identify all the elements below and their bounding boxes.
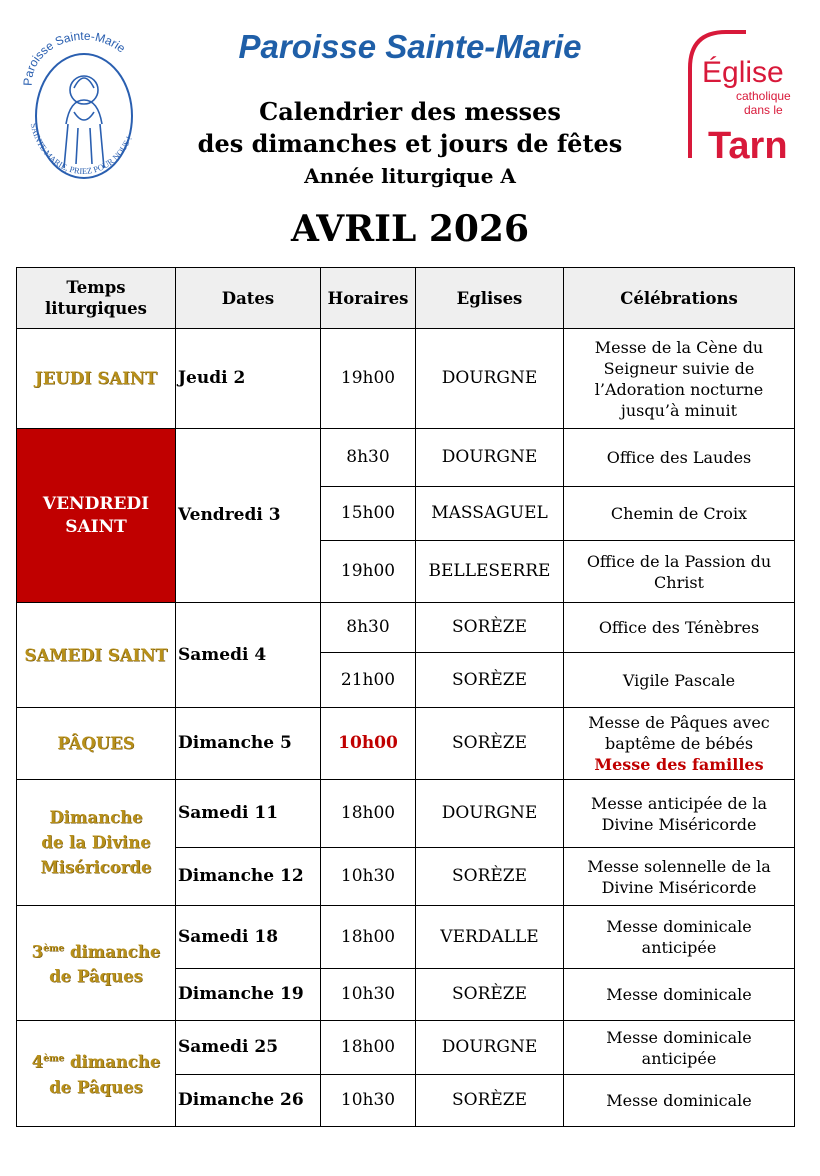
liturgical-time-cell: JEUDI SAINT <box>17 329 176 429</box>
time-cell: 10h00 <box>321 708 416 780</box>
church-cell: MASSAGUEL <box>416 487 564 541</box>
celebration-cell: Messe de la Cène du Seigneur suivie de l’Adoration nocturne jusqu’à minuit <box>564 329 795 429</box>
time-cell: 19h00 <box>321 329 416 429</box>
date-cell: Vendredi 3 <box>176 429 321 603</box>
calendar-subtitle <box>150 96 670 160</box>
time-cell: 21h00 <box>321 653 416 708</box>
mass-schedule-table <box>16 267 795 1127</box>
table-row <box>17 603 795 653</box>
liturgical-time-cell: VENDREDI SAINT <box>17 429 176 603</box>
date-cell: Dimanche 19 <box>176 969 321 1021</box>
date-cell: Samedi 11 <box>176 780 321 848</box>
time-cell: 18h00 <box>321 1021 416 1075</box>
church-cell: SORÈZE <box>416 969 564 1021</box>
church-cell: DOURGNE <box>416 1021 564 1075</box>
table-row <box>17 429 795 487</box>
date-cell: Samedi 18 <box>176 906 321 969</box>
liturgical-time-cell: Dimanche de la Divine Miséricorde <box>17 780 176 906</box>
parish-title: Paroisse Sainte-Marie <box>238 28 582 65</box>
time-cell: 18h00 <box>321 780 416 848</box>
liturgical-time-cell: 4ème dimanche de Pâques <box>17 1021 176 1127</box>
logo-dansle-text: dans le <box>744 103 783 117</box>
celebration-cell: Messe de Pâques avec baptême de bébés Messe des familles <box>564 708 795 780</box>
header-horaires: Horaires <box>321 268 416 329</box>
logo-top-text: Paroisse Sainte-Marie <box>20 28 129 87</box>
date-cell: Dimanche 12 <box>176 848 321 906</box>
celebration-cell: Messe dominicale <box>564 969 795 1021</box>
church-cell: DOURGNE <box>416 780 564 848</box>
time-cell: 10h30 <box>321 848 416 906</box>
celebration-cell: Vigile Pascale <box>564 653 795 708</box>
church-cell: SORÈZE <box>416 653 564 708</box>
time-cell: 8h30 <box>321 603 416 653</box>
parish-logo <box>18 28 146 190</box>
header-temps: Temps liturgiques <box>17 268 176 329</box>
logo-tarn-text: Tarn <box>708 125 788 160</box>
celebration-cell: Office de la Passion du Christ <box>564 541 795 603</box>
celebration-cell: Messe dominicale anticipée <box>564 1021 795 1075</box>
time-cell: 18h00 <box>321 906 416 969</box>
time-cell: 10h30 <box>321 969 416 1021</box>
logo-eglise-text: Église <box>702 56 784 89</box>
svg-text:SAINTE MARIE, PRIEZ POUR NOUS <box>29 122 134 176</box>
time-cell: 10h30 <box>321 1075 416 1127</box>
month-title: AVRIL 2026 <box>290 208 530 250</box>
table-header-row <box>17 268 795 329</box>
table-row <box>17 708 795 780</box>
time-cell: 19h00 <box>321 541 416 603</box>
celebration-cell: Messe solennelle de la Divine Miséricorde <box>564 848 795 906</box>
church-cell: BELLESERRE <box>416 541 564 603</box>
liturgical-year: Année liturgique A <box>304 164 516 188</box>
header-eglises: Eglises <box>416 268 564 329</box>
table-row <box>17 906 795 969</box>
celebration-cell: Office des Ténèbres <box>564 603 795 653</box>
subtitle-line1: Calendrier des messes <box>259 97 561 126</box>
date-cell: Jeudi 2 <box>176 329 321 429</box>
time-cell: 8h30 <box>321 429 416 487</box>
celebration-cell: Office des Laudes <box>564 429 795 487</box>
celebration-cell: Messe dominicale anticipée <box>564 906 795 969</box>
time-cell: 15h00 <box>321 487 416 541</box>
highlight-text: Messe des familles <box>594 755 764 774</box>
table-row <box>17 780 795 848</box>
liturgical-time-cell: PÂQUES <box>17 708 176 780</box>
table-row <box>17 329 795 429</box>
church-cell: SORÈZE <box>416 848 564 906</box>
logo-bottom-text: SAINTE MARIE, PRIEZ POUR NOUS ! <box>28 122 134 176</box>
celebration-cell: Chemin de Croix <box>564 487 795 541</box>
subtitle-line2: des dimanches et jours de fêtes <box>197 129 623 158</box>
diocese-logo <box>686 28 798 160</box>
header-celebrations: Célébrations <box>564 268 795 329</box>
date-cell: Samedi 4 <box>176 603 321 708</box>
church-cell: SORÈZE <box>416 603 564 653</box>
date-cell: Dimanche 5 <box>176 708 321 780</box>
church-cell: DOURGNE <box>416 329 564 429</box>
church-cell: DOURGNE <box>416 429 564 487</box>
celebration-cell: Messe dominicale <box>564 1075 795 1127</box>
svg-text:Paroisse Sainte-Marie <box>21 29 129 86</box>
logo-catholique-text: catholique <box>736 89 791 103</box>
church-cell: SORÈZE <box>416 1075 564 1127</box>
church-cell: SORÈZE <box>416 708 564 780</box>
table-row <box>17 1021 795 1075</box>
liturgical-time-cell: 3ème dimanche de Pâques <box>17 906 176 1021</box>
celebration-cell: Messe anticipée de la Divine Miséricorde <box>564 780 795 848</box>
header-dates: Dates <box>176 268 321 329</box>
church-cell: VERDALLE <box>416 906 564 969</box>
date-cell: Samedi 25 <box>176 1021 321 1075</box>
liturgical-time-cell: SAMEDI SAINT <box>17 603 176 708</box>
date-cell: Dimanche 26 <box>176 1075 321 1127</box>
